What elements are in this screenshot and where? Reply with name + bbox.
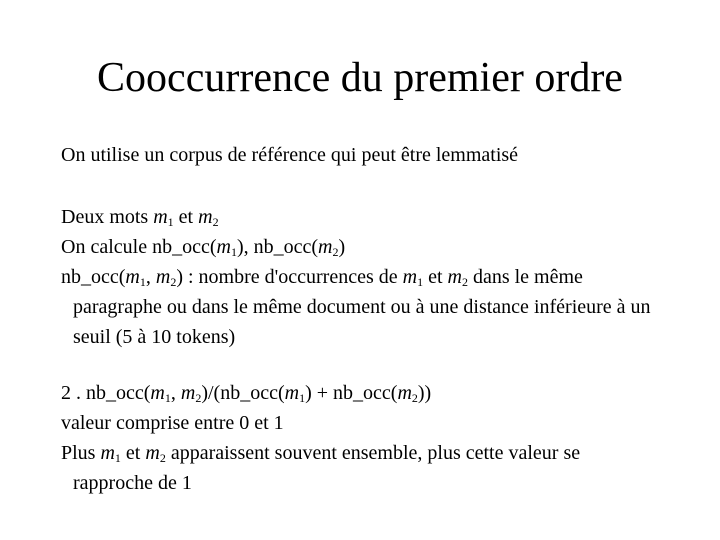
definition-prefix: nb_occ( [61, 266, 126, 288]
m2-symbol: $m_2$ [318, 236, 339, 259]
m1-symbol: $m_1$ [100, 442, 121, 465]
definition-and: et [423, 266, 448, 288]
compute-line [61, 232, 661, 262]
two-words-line [61, 202, 661, 232]
compute-suffix: ) [338, 236, 346, 258]
interpretation-and: et [120, 442, 146, 464]
m1-symbol: $m_1$ [150, 382, 171, 405]
m1-symbol: $m_1$ [216, 236, 237, 259]
m2-symbol: $m_2$ [397, 382, 418, 405]
interpretation-prefix: Plus [61, 442, 101, 464]
definition-suffix: dans le même paragraphe ou dans le même document ou à une distance inférieure à un seuil (5 à 10 tokens) [73, 266, 651, 348]
compute-mid: ), nb_occ( [236, 236, 319, 258]
m1-symbol: $m_1$ [284, 382, 306, 405]
formula-suffix: )) [417, 382, 432, 404]
slide-title: Cooccurrence du premier ordre [97, 55, 623, 101]
m2-symbol: $m_2$ [155, 266, 177, 289]
slide-body [61, 140, 661, 498]
range-line: valeur comprise entre 0 et 1 [61, 412, 284, 434]
m2-symbol: $m_2$ [145, 442, 166, 465]
m2-symbol: $m_2$ [447, 266, 468, 289]
intro-line: On utilise un corpus de référence qui peut être lemmatisé [61, 144, 519, 166]
m1-symbol: $m_1$ [125, 266, 146, 289]
cooccurrence-definition [61, 262, 661, 352]
m1-symbol: $m_1$ [402, 266, 424, 289]
two-words-prefix: Deux mots [61, 206, 154, 228]
interpretation-suffix: apparaissent souvent ensemble, plus cette valeur se rapproche de 1 [73, 442, 581, 494]
two-words-and: et [173, 206, 199, 228]
m2-symbol: $m_2$ [180, 382, 202, 405]
m2-symbol: $m_2$ [198, 206, 219, 229]
formula-mid: )/(nb_occ( [201, 382, 285, 404]
formula-prefix: 2 . nb_occ( [61, 382, 151, 404]
formula-comma: , [170, 382, 181, 404]
formula-line [61, 378, 661, 408]
m1-symbol: $m_1$ [153, 206, 174, 229]
definition-mid: ) : nombre d'occurrences de [176, 266, 403, 288]
formula-plus: ) + nb_occ( [305, 382, 398, 404]
compute-prefix: On calcule nb_occ( [61, 236, 217, 258]
interpretation-line [61, 438, 661, 498]
definition-comma: , [145, 266, 156, 288]
